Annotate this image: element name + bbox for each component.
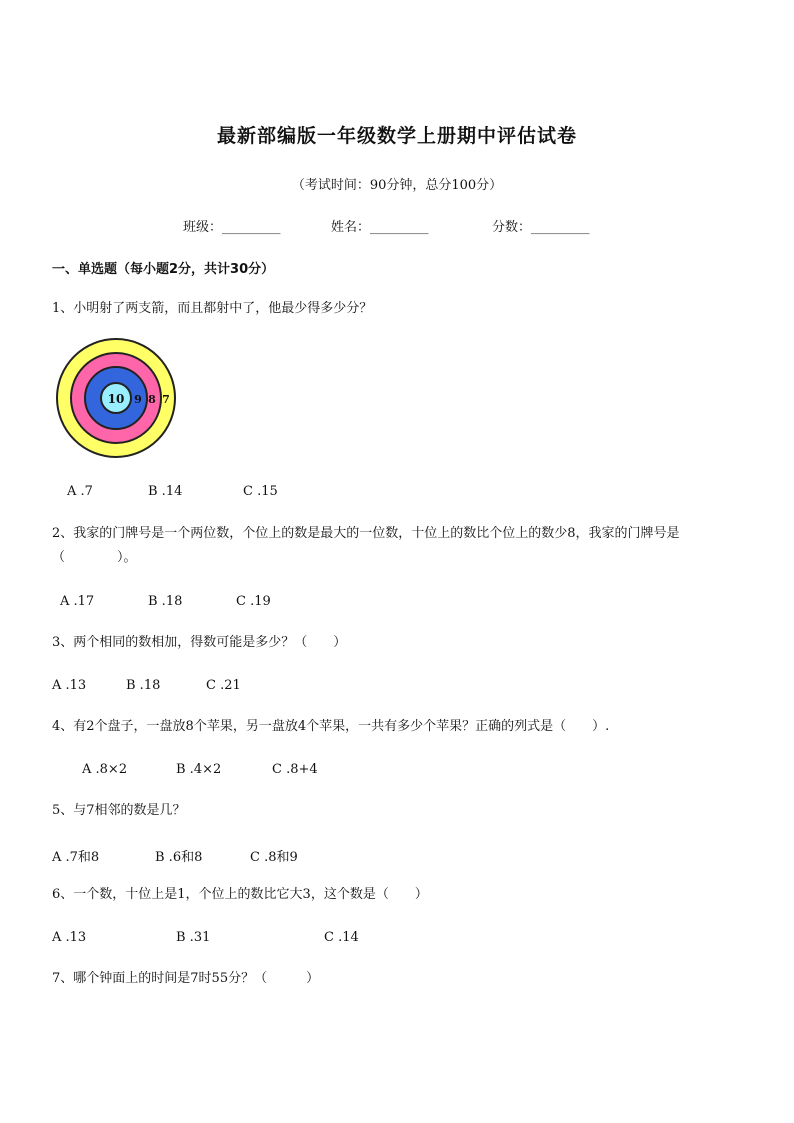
option-c[interactable]: C .14: [324, 930, 359, 945]
option-a[interactable]: A .7和8: [52, 850, 100, 865]
option-a[interactable]: A .17: [60, 594, 95, 609]
option-c[interactable]: C .21: [206, 678, 241, 693]
option-a[interactable]: A .7: [67, 484, 93, 499]
class-field: 班级：_________: [183, 220, 281, 235]
ring-label-9: 9: [134, 393, 142, 406]
question-6: 6、一个数，十位上是1，个位上的数比它大3，这个数是（ ）: [52, 887, 428, 902]
ring-label-8: 8: [148, 393, 156, 406]
option-c[interactable]: C .8+4: [272, 762, 318, 777]
option-c[interactable]: C .8和9: [250, 850, 298, 865]
option-b[interactable]: B .18: [148, 594, 183, 609]
question-2: 2、我家的门牌号是一个两位数，个位上的数是最大的一位数，十位上的数比个位上的数少8，我家的门牌号是（ ）。: [52, 526, 680, 565]
ring-label-7: 7: [162, 393, 170, 406]
archery-target-figure: [55, 337, 177, 459]
option-b[interactable]: B .6和8: [155, 850, 203, 865]
question-7: 7、哪个钟面上的时间是7时55分？（ ）: [52, 971, 320, 986]
exam-subtitle: （考试时间：90分钟，总分100分）: [291, 178, 503, 193]
name-field: 姓名：_________: [331, 220, 429, 235]
option-a[interactable]: A .13: [52, 930, 87, 945]
option-a[interactable]: A .8×2: [82, 762, 128, 777]
option-b[interactable]: B .31: [176, 930, 211, 945]
page-title: 最新部编版一年级数学上册期中评估试卷: [216, 125, 577, 147]
question-1: 1、小明射了两支箭，而且都射中了，他最少得多少分？: [52, 301, 373, 316]
question-5: 5、与7相邻的数是几？: [52, 803, 186, 818]
option-b[interactable]: B .14: [148, 484, 183, 499]
option-a[interactable]: A .13: [52, 678, 87, 693]
option-b[interactable]: B .4×2: [176, 762, 222, 777]
score-field: 分数：_________: [492, 220, 590, 235]
question-3: 3、两个相同的数相加，得数可能是多少？（ ）: [52, 635, 347, 650]
section-title-single-choice: 一、单选题（每小题2分，共计30分）: [52, 262, 275, 277]
question-4: 4、有2个盘子，一盘放8个苹果，另一盘放4个苹果，一共有多少个苹果？正确的列式是（ ）.: [52, 719, 610, 734]
option-b[interactable]: B .18: [126, 678, 161, 693]
ring-label-10: 10: [107, 392, 125, 406]
option-c[interactable]: C .15: [243, 484, 278, 499]
option-c[interactable]: C .19: [236, 594, 271, 609]
